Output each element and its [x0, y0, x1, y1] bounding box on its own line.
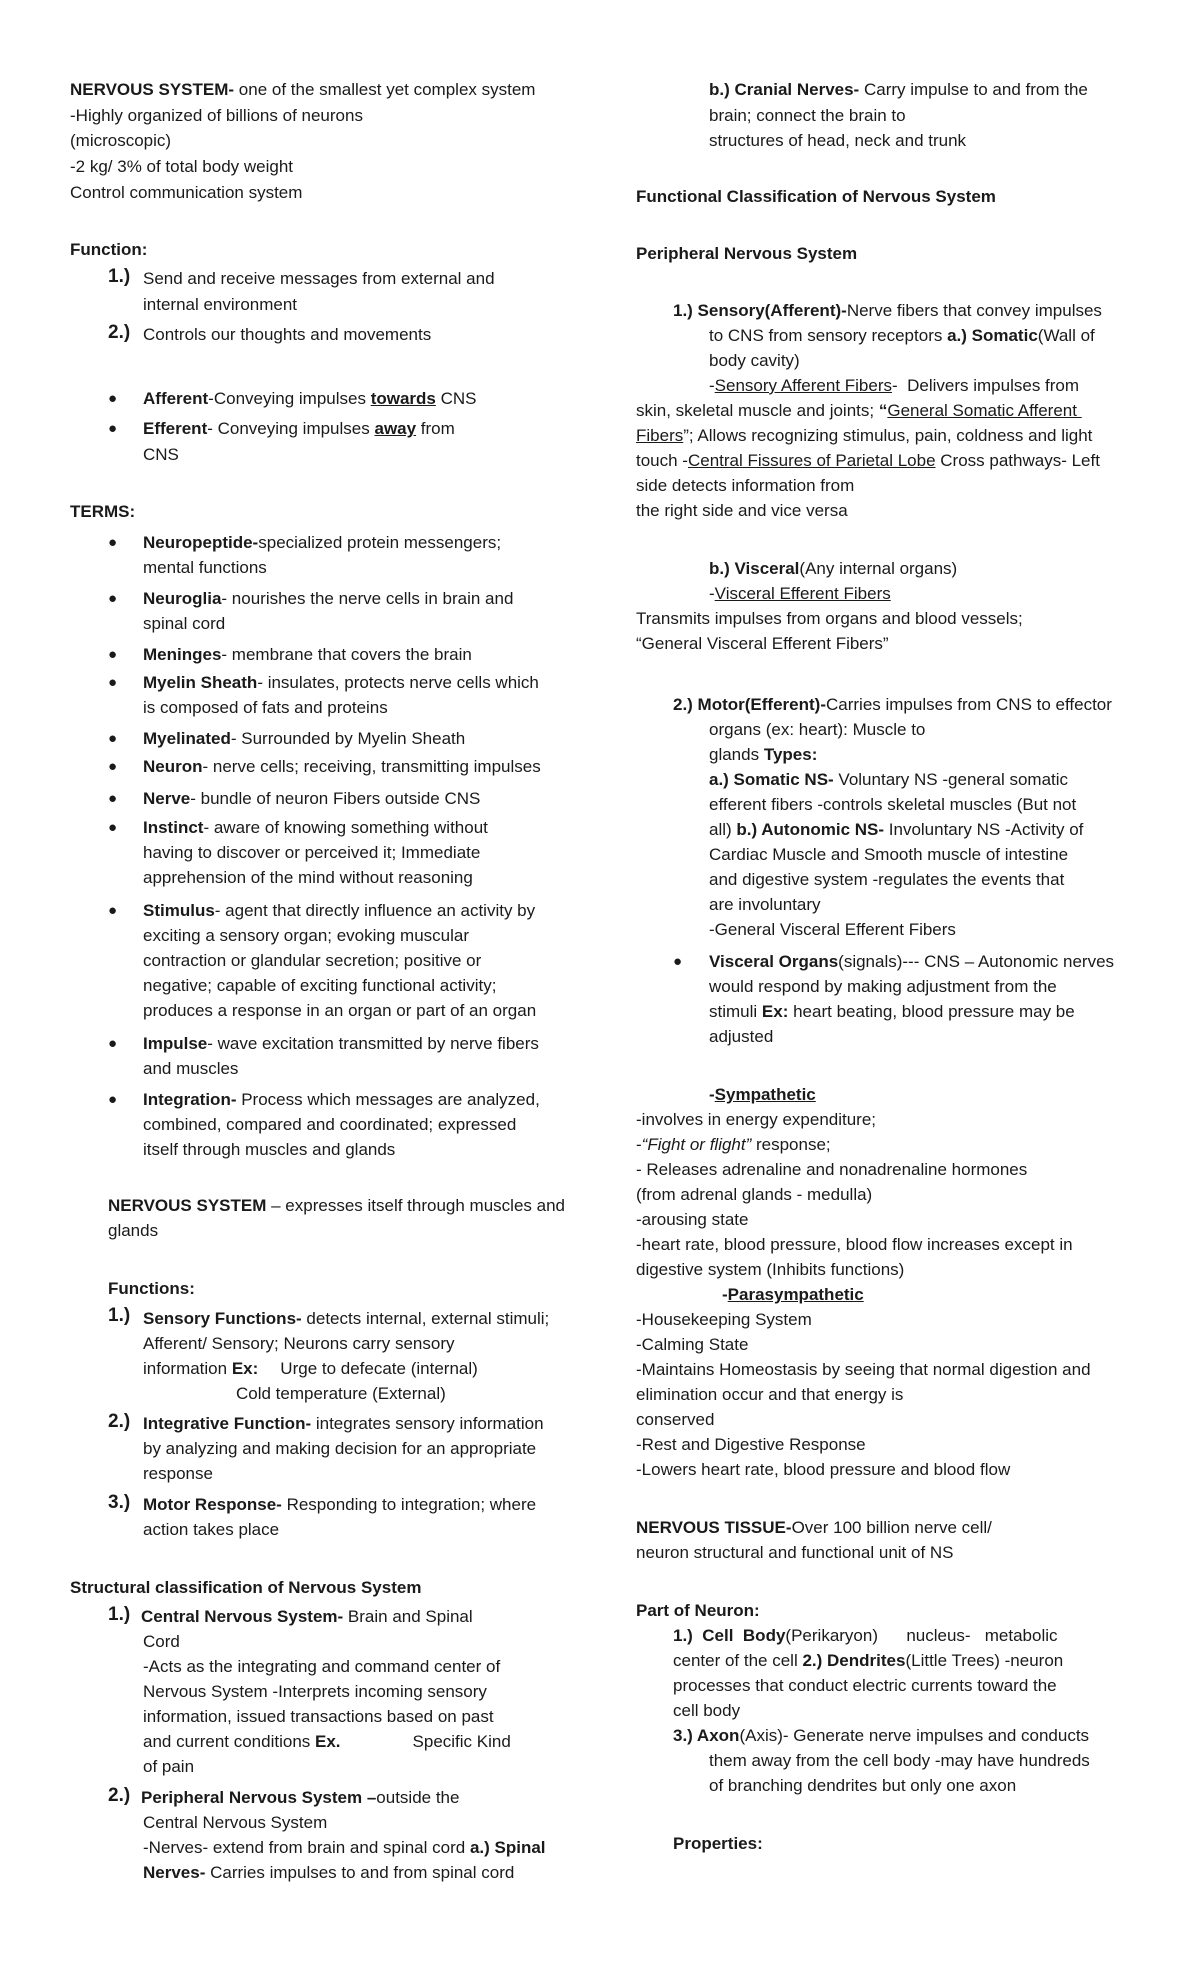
functions-line [143, 1356, 478, 1382]
functions-line [143, 1306, 549, 1332]
neuron-line [673, 1648, 1063, 1674]
neuron-text: (Perikaryon) nucleus- metabolic [785, 1626, 1058, 1645]
sympathetic-heading: -Sympathetic [709, 1085, 816, 1104]
functions-line: Afferent/ Sensory; Neurons carry sensory [143, 1334, 455, 1353]
bullet-icon: ● [673, 953, 683, 970]
list-number: 2.) [108, 322, 131, 343]
tissue-line: neuron structural and functional unit of NS [636, 1543, 954, 1562]
term-def: - nourishes the nerve cells in brain and [221, 589, 514, 608]
tissue-term: NERVOUS TISSUE- [636, 1518, 792, 1537]
term-line [143, 754, 541, 780]
sensory-line: -Sensory Afferent Fibers- Delivers impulses from [709, 376, 1080, 395]
structural-term: a.) Spinal [469, 1838, 546, 1857]
sympathetic-line: digestive system (Inhibits functions) [636, 1260, 905, 1279]
structural-line: Cord [143, 1632, 180, 1651]
sympathetic-line: -involves in energy expenditure; [636, 1110, 877, 1129]
sensory-underlined: Sensory Afferent Fibers [714, 376, 893, 395]
list-number: 1.) [108, 1305, 131, 1326]
expresses-line [108, 1193, 565, 1219]
visceral-text: (Any internal organs) [799, 559, 958, 578]
function-item-line: internal environment [143, 295, 298, 314]
structural-line: Central Nervous System [143, 1813, 328, 1832]
sensory-line [636, 423, 1092, 449]
functions-text: Responding to integration; where [281, 1495, 537, 1514]
term-name: Neuron [143, 757, 203, 776]
structural-line: Nervous System -Interprets incoming sensory [143, 1682, 487, 1701]
function-item-line: Controls our thoughts and movements [143, 325, 432, 344]
structural-heading: Structural classification of Nervous System [70, 1578, 422, 1597]
structural-line: of pain [143, 1757, 195, 1776]
parasympathetic-heading: -Parasympathetic [722, 1285, 864, 1304]
motor-line [709, 742, 817, 768]
structural-line: -Acts as the integrating and command center of [143, 1657, 501, 1676]
example-label: Ex. [315, 1732, 341, 1751]
bullet-icon: ● [108, 590, 118, 607]
term-line [143, 815, 488, 841]
cranial-line: brain; connect the brain to [709, 106, 906, 125]
motor-line [709, 817, 1083, 843]
term-name: Instinct [143, 818, 204, 837]
visceral-term: b.) Visceral [709, 559, 800, 578]
organs-text: heart beating, blood pressure may be [788, 1002, 1075, 1021]
term-def: Process which messages are analyzed, [236, 1090, 540, 1109]
sensory-underlined: Central Fissures of Parietal Lobe [687, 451, 936, 470]
structural-text: outside the [376, 1788, 460, 1807]
term-name: Neuropeptide- [143, 533, 259, 552]
sensory-text: Cross pathways- Left [935, 451, 1100, 470]
organs-line: adjusted [709, 1027, 774, 1046]
neuron-line: processes that conduct electric currents toward the [673, 1676, 1057, 1695]
sensory-term: 1.) Sensory(Afferent)- [673, 301, 847, 320]
functions-term: Sensory Functions- [143, 1309, 302, 1328]
neuron-text: center of the cell [673, 1651, 803, 1670]
structural-term: Nerves- [143, 1863, 206, 1882]
functions-line: action takes place [143, 1520, 280, 1539]
tissue-text: Over 100 billion nerve cell/ [791, 1518, 992, 1537]
motor-line [673, 692, 1112, 718]
bullet-icon: ● [108, 1091, 118, 1108]
motor-term: Types: [763, 745, 818, 764]
intro-line: Control communication system [70, 183, 303, 202]
term-name: Stimulus [143, 901, 215, 920]
afferent-text: CNS [435, 389, 477, 408]
functions-line: Cold temperature (External) [236, 1384, 446, 1403]
term-line [143, 670, 539, 696]
structural-line [143, 1860, 514, 1886]
neuron-text: (Axis)- Generate nerve impulses and conducts [739, 1726, 1090, 1745]
sensory-line: body cavity) [709, 351, 800, 370]
list-number: 1.) [108, 1604, 131, 1625]
term-def: - Surrounded by Myelin Sheath [230, 729, 466, 748]
term-def: - wave excitation transmitted by nerve fibers [207, 1034, 539, 1053]
visceral-underlined: Visceral Efferent Fibers [714, 584, 891, 603]
bullet-icon: ● [108, 1035, 118, 1052]
sympathetic-line: - Releases adrenaline and nonadrenaline hormones [636, 1160, 1028, 1179]
functional-heading: Functional Classification of Nervous System [636, 187, 996, 206]
motor-line: Cardiac Muscle and Smooth muscle of intestine [709, 845, 1069, 864]
bullet-icon: ● [108, 646, 118, 663]
expresses-text: – expresses itself through muscles and [266, 1196, 565, 1215]
organs-line: would respond by making adjustment from the [709, 977, 1057, 996]
efferent-line: CNS [143, 445, 179, 464]
sensory-line: side detects information from [636, 476, 855, 495]
list-number: 2.) [108, 1411, 131, 1432]
sensory-underlined: General Somatic Afferent [887, 401, 1082, 420]
term-def: specialized protein messengers; [258, 533, 502, 552]
bullet-icon: ● [108, 534, 118, 551]
term-name: Neuroglia [143, 589, 222, 608]
pns-heading: Peripheral Nervous System [636, 244, 858, 263]
structural-line [141, 1604, 473, 1630]
organs-text: stimuli [709, 1002, 762, 1021]
visceral-line: -Visceral Efferent Fibers [709, 584, 891, 603]
motor-text: all) [709, 820, 737, 839]
visceral-line [709, 556, 957, 582]
structural-line [143, 1729, 511, 1755]
parasympathetic-line: -Calming State [636, 1335, 749, 1354]
list-number: 1.) [108, 266, 131, 287]
functions-text: integrates sensory information [311, 1414, 544, 1433]
term-name: Nerve [143, 789, 191, 808]
sensory-line [636, 448, 1100, 474]
neuron-term: 3.) Axon [673, 1726, 740, 1745]
organs-term: Visceral Organs [709, 952, 839, 971]
properties-heading: Properties: [673, 1834, 763, 1853]
efferent-term: Efferent [143, 419, 208, 438]
functions-term: Integrative Function- [143, 1414, 312, 1433]
tissue-line [636, 1515, 992, 1541]
term-line: apprehension of the mind without reasoning [143, 868, 473, 887]
structural-term: Central Nervous System- [141, 1607, 344, 1626]
sensory-text: - Delivers impulses from [892, 376, 1080, 395]
parasympathetic-line: -Lowers heart rate, blood pressure and blood flow [636, 1460, 1011, 1479]
term-line: contraction or glandular secretion; positive or [143, 951, 482, 970]
term-name: Impulse [143, 1034, 208, 1053]
list-number: 2.) [108, 1785, 131, 1806]
efferent-line [143, 416, 455, 442]
afferent-text: -Conveying impulses [208, 389, 371, 408]
bullet-icon: ● [108, 790, 118, 807]
structural-text: and current conditions [143, 1732, 315, 1751]
afferent-line [143, 386, 477, 412]
term-line [143, 898, 535, 924]
intro-rest: one of the smallest yet complex system [234, 80, 536, 99]
sympathetic-emph: “Fight or flight” [641, 1135, 752, 1154]
bullet-icon: ● [108, 390, 118, 407]
motor-text: Involuntary NS -Activity of [884, 820, 1084, 839]
neuron-heading: Part of Neuron: [636, 1601, 760, 1620]
sympathetic-line: (from adrenal glands - medulla) [636, 1185, 873, 1204]
motor-line: are involuntary [709, 895, 821, 914]
motor-line: and digestive system -regulates the events that [709, 870, 1065, 889]
term-line [143, 1031, 539, 1057]
intro-line: (microscopic) [70, 131, 172, 150]
term-def: - insulates, protects nerve cells which [257, 673, 539, 692]
parasympathetic-line: -Maintains Homeostasis by seeing that normal digestion and [636, 1360, 1091, 1379]
term-line: spinal cord [143, 614, 226, 633]
term-def: - aware of knowing something without [203, 818, 488, 837]
structural-text: Specific Kind [412, 1732, 511, 1751]
intro-line: -Highly organized of billions of neurons [70, 106, 363, 125]
structural-line [141, 1785, 459, 1811]
bullet-icon: ● [108, 420, 118, 437]
term-def: - nerve cells; receiving, transmitting impulses [202, 757, 541, 776]
neuron-line [673, 1623, 1058, 1649]
intro-line [70, 77, 535, 103]
sensory-text: ”; Allows recognizing stimulus, pain, coldness and light [683, 426, 1093, 445]
term-line: combined, compared and coordinated; expressed [143, 1115, 517, 1134]
list-number: 3.) [108, 1492, 131, 1513]
functions-line: response [143, 1464, 213, 1483]
sensory-text: to CNS from sensory receptors [709, 326, 948, 345]
term-def: - membrane that covers the brain [221, 645, 472, 664]
sympathetic-line: -arousing state [636, 1210, 749, 1229]
sympathetic-line: -“Fight or flight” response; [636, 1135, 831, 1154]
functions-line: by analyzing and making decision for an appropriate [143, 1439, 537, 1458]
motor-line: efferent fibers -controls skeletal muscles (But not [709, 795, 1077, 814]
sensory-text: skin, skeletal muscle and joints; [636, 401, 879, 420]
neuron-line [673, 1723, 1089, 1749]
efferent-emph: away [374, 419, 417, 438]
intro-line: -2 kg/ 3% of total body weight [70, 157, 294, 176]
term-line [143, 530, 501, 556]
expresses-term: NERVOUS SYSTEM [108, 1196, 267, 1215]
neuron-line: of branching dendrites but only one axon [709, 1776, 1017, 1795]
bullet-icon: ● [108, 819, 118, 836]
sensory-term: a.) Somatic [947, 326, 1038, 345]
function-item-line: Send and receive messages from external and [143, 269, 495, 288]
term-line: produces a response in an organ or part of an organ [143, 1001, 537, 1020]
neuron-line: them away from the cell body -may have hundreds [709, 1751, 1090, 1770]
function-heading: Function: [70, 240, 148, 259]
example-label: Ex: [231, 1359, 259, 1378]
motor-line: -General Visceral Efferent Fibers [709, 920, 956, 939]
example-label: Ex: [761, 1002, 789, 1021]
cranial-term: b.) Cranial Nerves- [709, 80, 860, 99]
term-name: Integration- [143, 1090, 237, 1109]
sympathetic-line: -heart rate, blood pressure, blood flow increases except in [636, 1235, 1073, 1254]
sensory-text: Nerve fibers that convey impulses [846, 301, 1102, 320]
motor-text: glands [709, 745, 764, 764]
neuron-line: cell body [673, 1701, 741, 1720]
neuron-text: (Little Trees) -neuron [905, 1651, 1064, 1670]
motor-line: organs (ex: heart): Muscle to [709, 720, 926, 739]
sensory-underlined: Fibers [636, 426, 684, 445]
functions-heading: Functions: [108, 1279, 195, 1298]
afferent-term: Afferent [143, 389, 209, 408]
term-line [143, 586, 513, 612]
term-line: exciting a sensory organ; evoking muscular [143, 926, 469, 945]
term-line [143, 726, 465, 752]
term-name: Myelin Sheath [143, 673, 258, 692]
functions-line [143, 1411, 544, 1437]
visceral-line: Transmits impulses from organs and blood vessels; [636, 609, 1023, 628]
sensory-text: touch - [636, 451, 688, 470]
term-line: is composed of fats and proteins [143, 698, 388, 717]
sensory-line: the right side and vice versa [636, 501, 848, 520]
functions-text: detects internal, external stimuli; [301, 1309, 550, 1328]
terms-heading: TERMS: [70, 502, 136, 521]
cranial-line: structures of head, neck and trunk [709, 131, 967, 150]
afferent-emph: towards [370, 389, 436, 408]
sensory-line [636, 398, 1082, 424]
motor-term: a.) Somatic NS- [709, 770, 834, 789]
functions-term: Motor Response- [143, 1495, 282, 1514]
term-def: - agent that directly influence an activity by [214, 901, 536, 920]
term-def: - bundle of neuron Fibers outside CNS [190, 789, 481, 808]
term-line: negative; capable of exciting functional activity; [143, 976, 497, 995]
motor-term: b.) Autonomic NS- [736, 820, 885, 839]
intro-title: NERVOUS SYSTEM- [70, 80, 235, 99]
sensory-text: (Wall of [1037, 326, 1095, 345]
structural-text: -Nerves- extend from brain and spinal cord [143, 1838, 470, 1857]
term-line [143, 786, 480, 812]
term-line [143, 642, 472, 668]
organs-line [709, 999, 1075, 1025]
cranial-line [709, 77, 1088, 103]
term-line: having to discover or perceived it; Immediate [143, 843, 481, 862]
sympathetic-title: Sympathetic [714, 1085, 816, 1104]
motor-term: 2.) Motor(Efferent)- [673, 695, 826, 714]
sensory-quote: “ [878, 401, 888, 420]
sympathetic-text: response; [751, 1135, 831, 1154]
structural-term: Peripheral Nervous System – [141, 1788, 377, 1807]
term-line: and muscles [143, 1059, 239, 1078]
bullet-icon: ● [108, 902, 118, 919]
structural-text: Brain and Spinal [343, 1607, 473, 1626]
term-line [143, 1087, 540, 1113]
term-name: Myelinated [143, 729, 231, 748]
structural-line [143, 1835, 546, 1861]
term-line: mental functions [143, 558, 267, 577]
parasympathetic-line: -Rest and Digestive Response [636, 1435, 866, 1454]
expresses-line: glands [108, 1221, 159, 1240]
parasympathetic-line: elimination occur and that energy is [636, 1385, 904, 1404]
motor-text: Carries impulses from CNS to effector [825, 695, 1112, 714]
efferent-text: from [416, 419, 455, 438]
bullet-icon: ● [108, 758, 118, 775]
functions-line [143, 1492, 536, 1518]
parasympathetic-line: -Housekeeping System [636, 1310, 812, 1329]
term-line: itself through muscles and glands [143, 1140, 396, 1159]
parasympathetic-line: conserved [636, 1410, 715, 1429]
efferent-text: - Conveying impulses [207, 419, 375, 438]
structural-text: Carries impulses to and from spinal cord [205, 1863, 515, 1882]
functions-text: Urge to defecate (internal) [280, 1359, 478, 1378]
bullet-icon: ● [108, 730, 118, 747]
parasympathetic-title: Parasympathetic [727, 1285, 864, 1304]
neuron-term: 2.) Dendrites [802, 1651, 906, 1670]
organs-line [709, 949, 1114, 975]
visceral-line: “General Visceral Efferent Fibers” [636, 634, 889, 653]
structural-line: information, issued transactions based on past [143, 1707, 494, 1726]
neuron-term: 1.) Cell Body [673, 1626, 786, 1645]
motor-text: Voluntary NS -general somatic [833, 770, 1069, 789]
sensory-line [673, 298, 1102, 324]
sensory-line [709, 323, 1095, 349]
functions-text: information [143, 1359, 232, 1378]
bullet-icon: ● [108, 674, 118, 691]
cranial-text: Carry impulse to and from the [859, 80, 1088, 99]
motor-line [709, 767, 1068, 793]
organs-text: (signals)--- CNS – Autonomic nerves [838, 952, 1115, 971]
term-name: Meninges [143, 645, 222, 664]
